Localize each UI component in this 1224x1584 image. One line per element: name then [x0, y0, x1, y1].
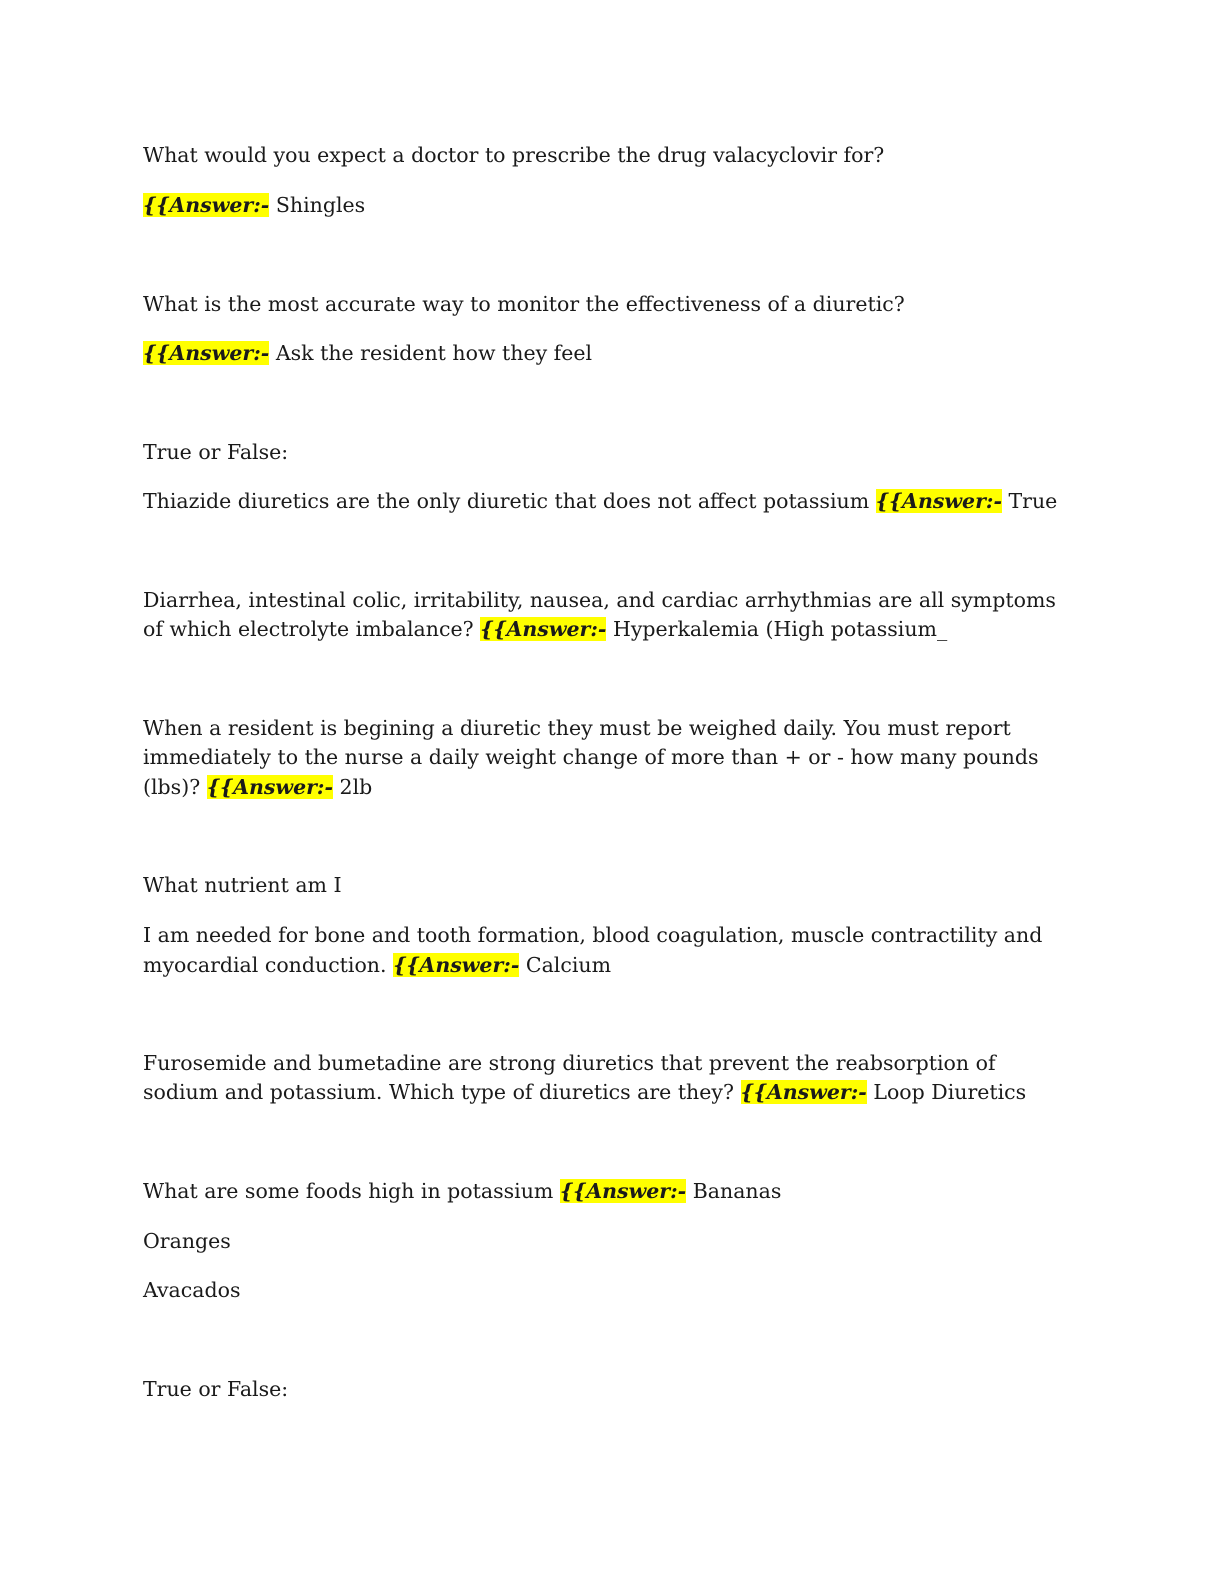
answer-marker: {{Answer:-: [393, 953, 520, 977]
question-line: sodium and potassium. Which type of diuretics are they?: [143, 1080, 734, 1104]
answer-text: Bananas: [692, 1179, 782, 1203]
answer-marker: {{Answer:-: [206, 775, 334, 799]
question-line: myocardial conduction.: [143, 953, 387, 977]
answer-text: 2lb: [339, 775, 373, 799]
question-line: What is the most accurate way to monitor the effectiveness of a diuretic?: [143, 292, 905, 316]
section-heading: True or False:: [143, 1377, 289, 1401]
question-with-answer: [143, 1177, 781, 1206]
answer-marker: {{Answer:-: [143, 193, 270, 217]
section-heading: True or False:: [143, 440, 289, 464]
answer-text: Loop Diuretics: [873, 1080, 1027, 1104]
answer-text: True: [1008, 489, 1058, 513]
answer-text: Calcium: [525, 953, 612, 977]
question-with-answer: [143, 773, 372, 802]
question-line: I am needed for bone and tooth formation, blood coagulation, muscle contractility and: [143, 923, 1043, 947]
answer-text: Shingles: [275, 193, 366, 217]
answer-marker: {{Answer:-: [559, 1179, 687, 1203]
answer-marker: {{Answer:-: [740, 1080, 867, 1104]
question-text: [143, 290, 905, 319]
question-line: Thiazide diuretics are the only diuretic that does not affect potassium: [143, 489, 870, 513]
answer-text: Hyperkalemia (High potassium_: [612, 617, 948, 641]
answer-marker: {{Answer:-: [480, 617, 607, 641]
question-text: [143, 141, 884, 170]
question-line: When a resident is begining a diuretic they must be weighed daily. You must report: [143, 716, 1011, 740]
question-line: What are some foods high in potassium: [143, 1179, 554, 1203]
question-with-answer: [143, 615, 947, 644]
answer-extra-line: Avacados: [143, 1278, 241, 1302]
answer-extra-line: Oranges: [143, 1229, 231, 1253]
question-line: Furosemide and bumetadine are strong diuretics that prevent the reabsorption of: [143, 1051, 996, 1075]
question-line: (lbs)?: [143, 775, 201, 799]
answer-marker: {{Answer:-: [143, 341, 270, 365]
question-line: immediately to the nurse a daily weight change of more than + or - how many pounds: [143, 745, 1039, 769]
question-line: Diarrhea, intestinal colic, irritability, nausea, and cardiac arrhythmias are all symptoms: [143, 588, 1056, 612]
section-heading: What nutrient am I: [143, 873, 342, 897]
question-line: of which electrolyte imbalance?: [143, 617, 474, 641]
question-line: What would you expect a doctor to prescribe the drug valacyclovir for?: [143, 143, 885, 167]
answer-line: [143, 339, 592, 368]
question-with-answer: [143, 1078, 1026, 1107]
answer-marker: {{Answer:-: [875, 489, 1002, 513]
answer-line: [143, 191, 365, 220]
question-with-answer: [143, 487, 1057, 516]
answer-text: Ask the resident how they feel: [275, 341, 593, 365]
question-with-answer: [143, 951, 611, 980]
